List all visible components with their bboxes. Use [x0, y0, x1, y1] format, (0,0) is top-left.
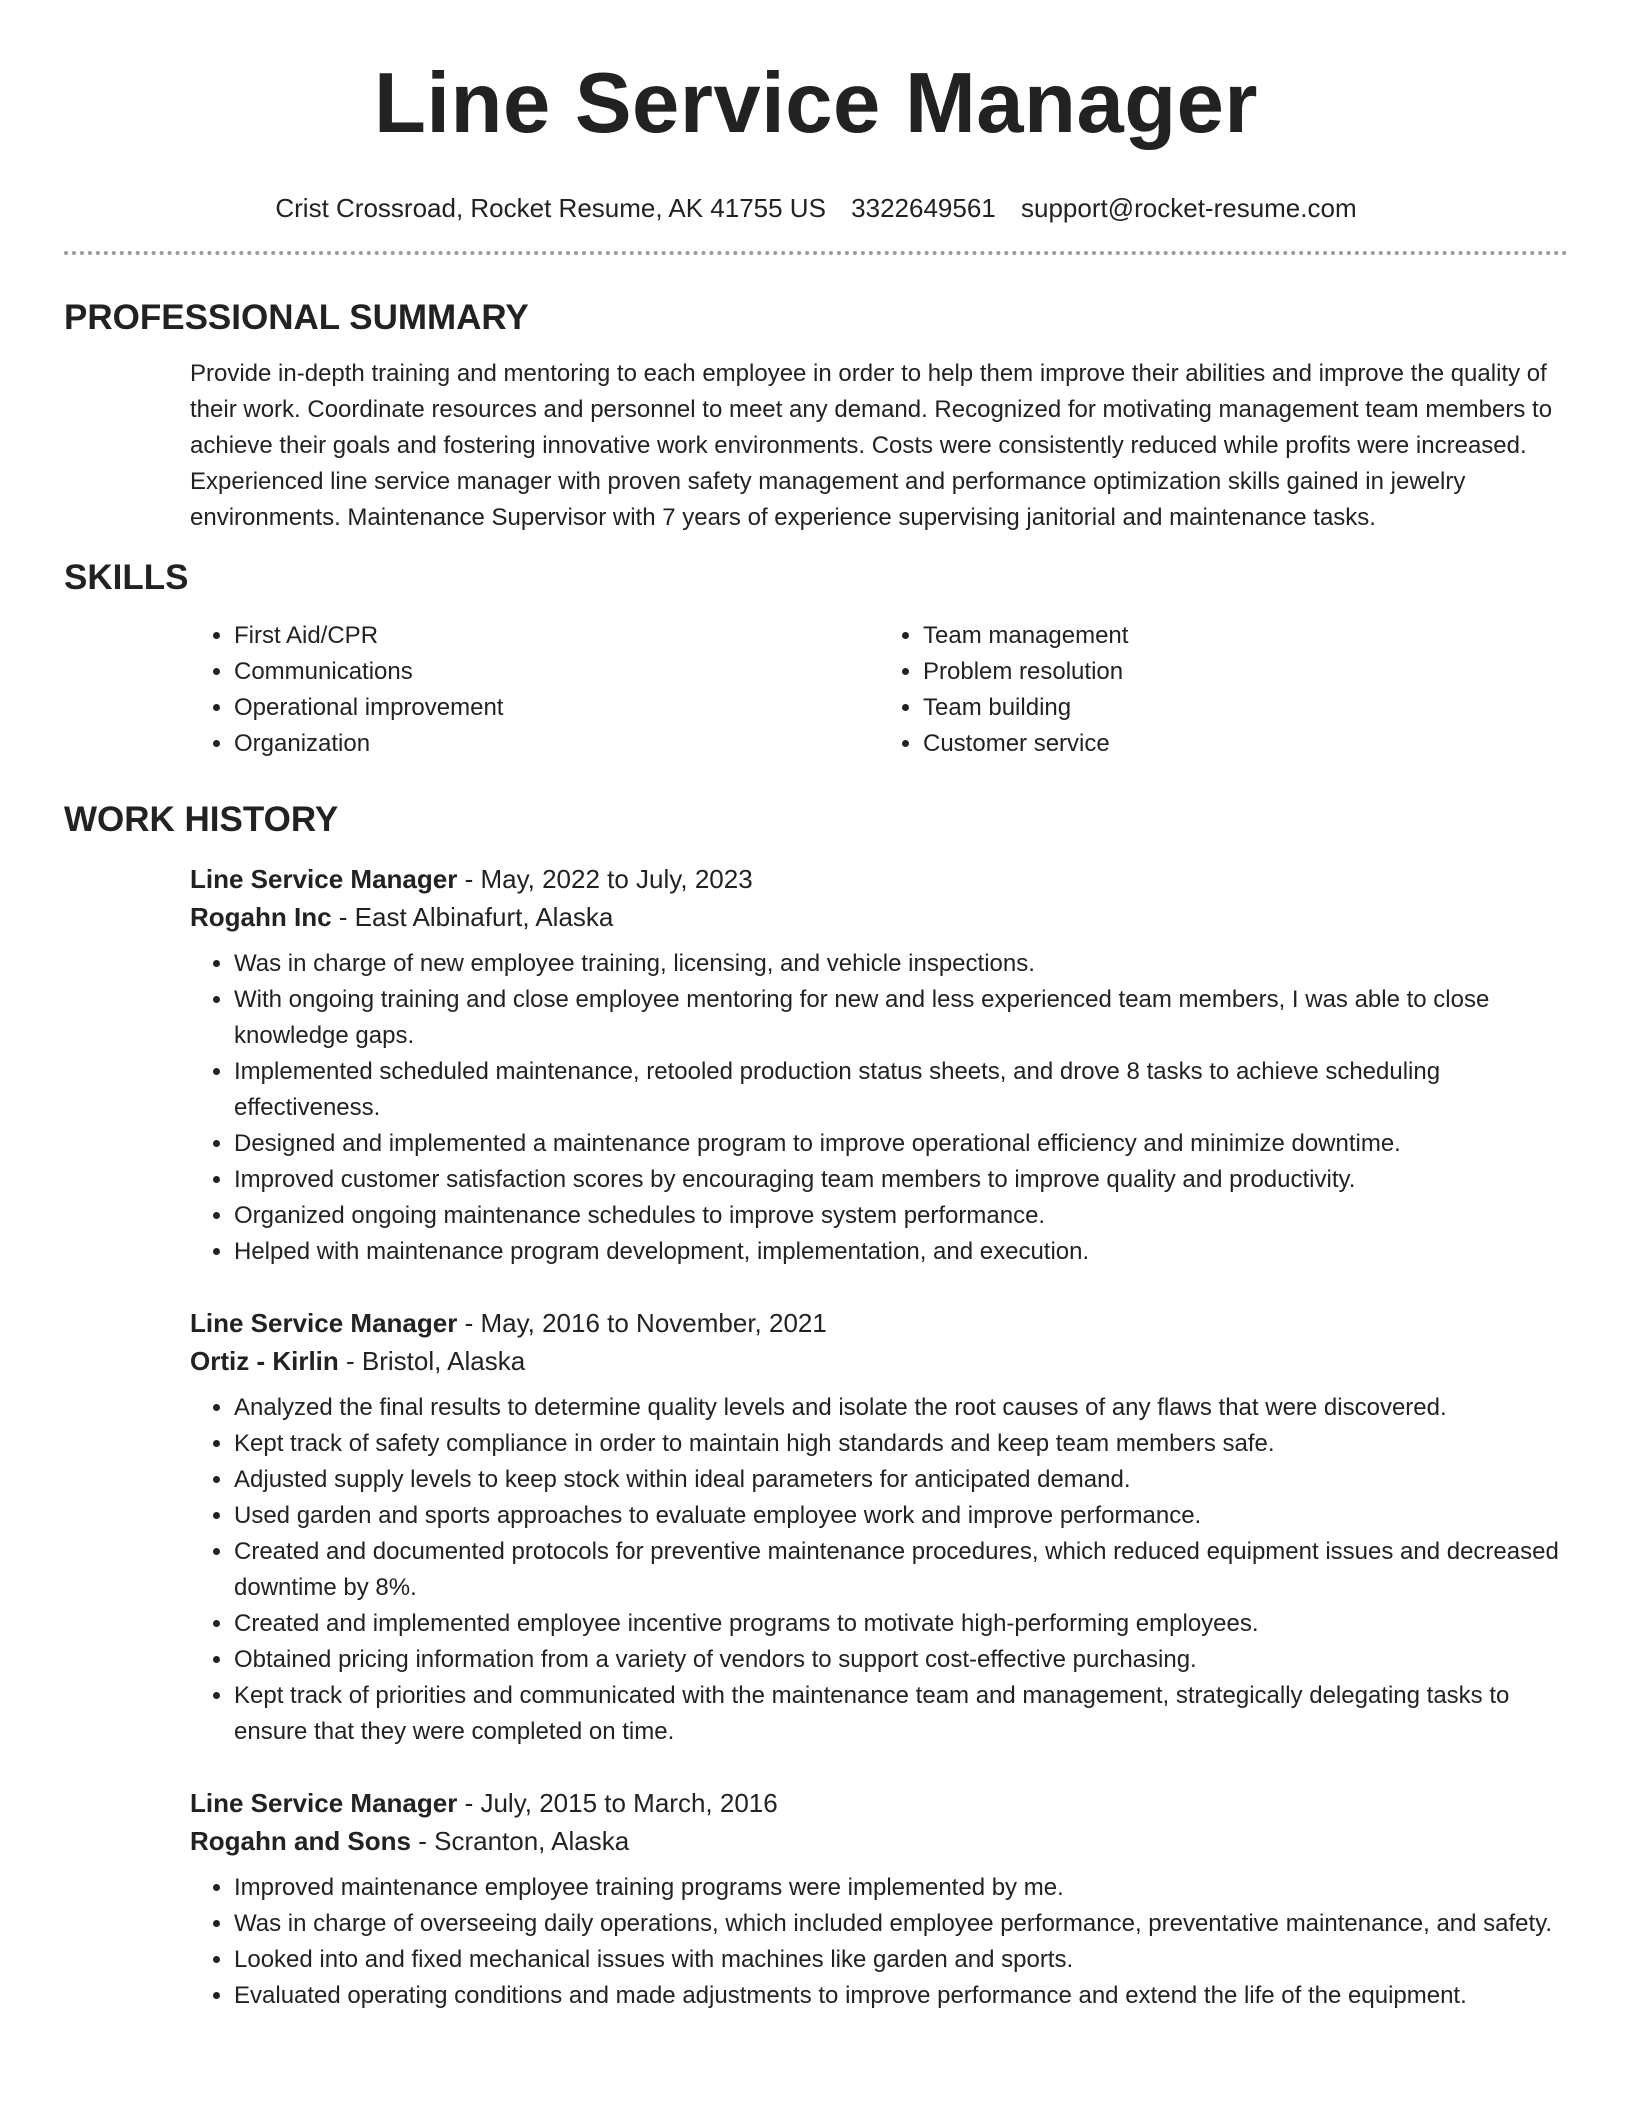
job-bullets: [190, 1870, 1568, 2014]
job-entry: [190, 860, 1568, 1270]
job-dates: July, 2015 to March, 2016: [480, 1788, 778, 1818]
job-company-line: Ortiz - Kirlin - Bristol, Alaska: [190, 1346, 526, 1376]
job-location: Bristol, Alaska: [361, 1346, 526, 1376]
skill-item: • Operational improvement: [234, 690, 879, 726]
job-company: Rogahn Inc: [190, 902, 332, 932]
job-bullet: • With ongoing training and close employee mentoring for new and less experienced team members, I was able to close knowledge gaps.: [234, 982, 1568, 1054]
job-location: East Albinafurt, Alaska: [354, 902, 614, 932]
job-bullet: • Obtained pricing information from a variety of vendors to support cost-effective purchasing.: [234, 1642, 1568, 1678]
job-bullets: [190, 1390, 1568, 1750]
job-entry: [190, 1784, 1568, 2014]
email-link[interactable]: support@rocket-resume.com: [1021, 193, 1357, 223]
resume-body: [64, 296, 1568, 2014]
summary-heading: PROFESSIONAL SUMMARY: [64, 298, 529, 337]
skill-item: • Problem resolution: [923, 654, 1568, 690]
header-divider: [64, 251, 1568, 255]
job-entry: [190, 1304, 1568, 1750]
job-bullet: • Analyzed the final results to determine quality levels and isolate the root causes of any flaws that were discovered.: [234, 1390, 1568, 1426]
job-bullet: • Designed and implemented a maintenance program to improve operational efficiency and minimize downtime.: [234, 1126, 1568, 1162]
skills-list-left: [190, 618, 879, 762]
summary-text: Provide in-depth training and mentoring to each employee in order to help them improve their abilities and improve the quality of their work. Coordinate resources and personnel to meet any demand. Recognized for motivating management team members to achieve their goals and fostering innovative work environments. Costs were consistently reduced while profits were increased. Experienced line service manager with proven safety management and performance optimization skills gained in jewelry environments. Maintenance Supervisor with 7 years of experience supervising janitorial and maintenance tasks.: [190, 360, 1553, 531]
job-bullet: • Adjusted supply levels to keep stock within ideal parameters for anticipated demand.: [234, 1462, 1568, 1498]
skills-heading: SKILLS: [64, 558, 189, 597]
resume-header: [64, 56, 1568, 224]
skill-item: • Team management: [923, 618, 1568, 654]
work-history-section: [64, 798, 1568, 2014]
contact-line: [64, 192, 1568, 224]
job-bullet: • Created and documented protocols for preventive maintenance procedures, which reduced equipment issues and decreased downtime by 8%.: [234, 1534, 1568, 1606]
skill-item: • Communications: [234, 654, 879, 690]
job-title-line: Line Service Manager - May, 2022 to July, 2023: [190, 864, 753, 894]
job-bullet: • Kept track of safety compliance in order to maintain high standards and keep team members safe.: [234, 1426, 1568, 1462]
phone-text: 3322649561: [851, 193, 996, 223]
job-bullet: • Created and implemented employee incentive programs to motivate high-performing employees.: [234, 1606, 1568, 1642]
skill-item: • Customer service: [923, 726, 1568, 762]
skill-item: • Team building: [923, 690, 1568, 726]
job-title-line: Line Service Manager - May, 2016 to November, 2021: [190, 1308, 827, 1338]
skills-list-right: [879, 618, 1568, 762]
job-bullets: [190, 946, 1568, 1270]
address-text: Crist Crossroad, Rocket Resume, AK 41755 US: [275, 193, 826, 223]
job-bullet: • Used garden and sports approaches to evaluate employee work and improve performance.: [234, 1498, 1568, 1534]
candidate-name: Line Service Manager: [374, 56, 1258, 151]
job-title: Line Service Manager: [190, 1788, 458, 1818]
job-bullet: • Kept track of priorities and communicated with the maintenance team and management, strategically delegating tasks to ensure that they were completed on time.: [234, 1678, 1568, 1750]
job-title: Line Service Manager: [190, 1308, 458, 1338]
summary-section: [64, 296, 1568, 536]
job-bullet: • Evaluated operating conditions and made adjustments to improve performance and extend the life of the equipment.: [234, 1978, 1568, 2014]
job-bullet: • Improved maintenance employee training programs were implemented by me.: [234, 1870, 1568, 1906]
job-dates: May, 2016 to November, 2021: [480, 1308, 827, 1338]
job-location: Scranton, Alaska: [434, 1826, 630, 1856]
job-bullet: • Organized ongoing maintenance schedules to improve system performance.: [234, 1198, 1568, 1234]
job-company: Ortiz - Kirlin: [190, 1346, 339, 1376]
job-bullet: • Was in charge of new employee training, licensing, and vehicle inspections.: [234, 946, 1568, 982]
work-history-heading: WORK HISTORY: [64, 800, 339, 839]
job-title: Line Service Manager: [190, 864, 458, 894]
job-bullet: • Helped with maintenance program development, implementation, and execution.: [234, 1234, 1568, 1270]
job-company-line: Rogahn and Sons - Scranton, Alaska: [190, 1826, 630, 1856]
skills-columns: [190, 618, 1568, 762]
job-company: Rogahn and Sons: [190, 1826, 411, 1856]
job-company-line: Rogahn Inc - East Albinafurt, Alaska: [190, 902, 614, 932]
job-dates: May, 2022 to July, 2023: [480, 864, 753, 894]
skill-item: • First Aid/CPR: [234, 618, 879, 654]
skill-item: • Organization: [234, 726, 879, 762]
job-bullet: • Improved customer satisfaction scores by encouraging team members to improve quality and productivity.: [234, 1162, 1568, 1198]
job-bullet: • Was in charge of overseeing daily operations, which included employee performance, preventative maintenance, and safety.: [234, 1906, 1568, 1942]
job-bullet: • Looked into and fixed mechanical issues with machines like garden and sports.: [234, 1942, 1568, 1978]
job-title-line: Line Service Manager - July, 2015 to March, 2016: [190, 1788, 778, 1818]
skills-section: [64, 556, 1568, 762]
job-bullet: • Implemented scheduled maintenance, retooled production status sheets, and drove 8 tasks to achieve scheduling effectiveness.: [234, 1054, 1568, 1126]
